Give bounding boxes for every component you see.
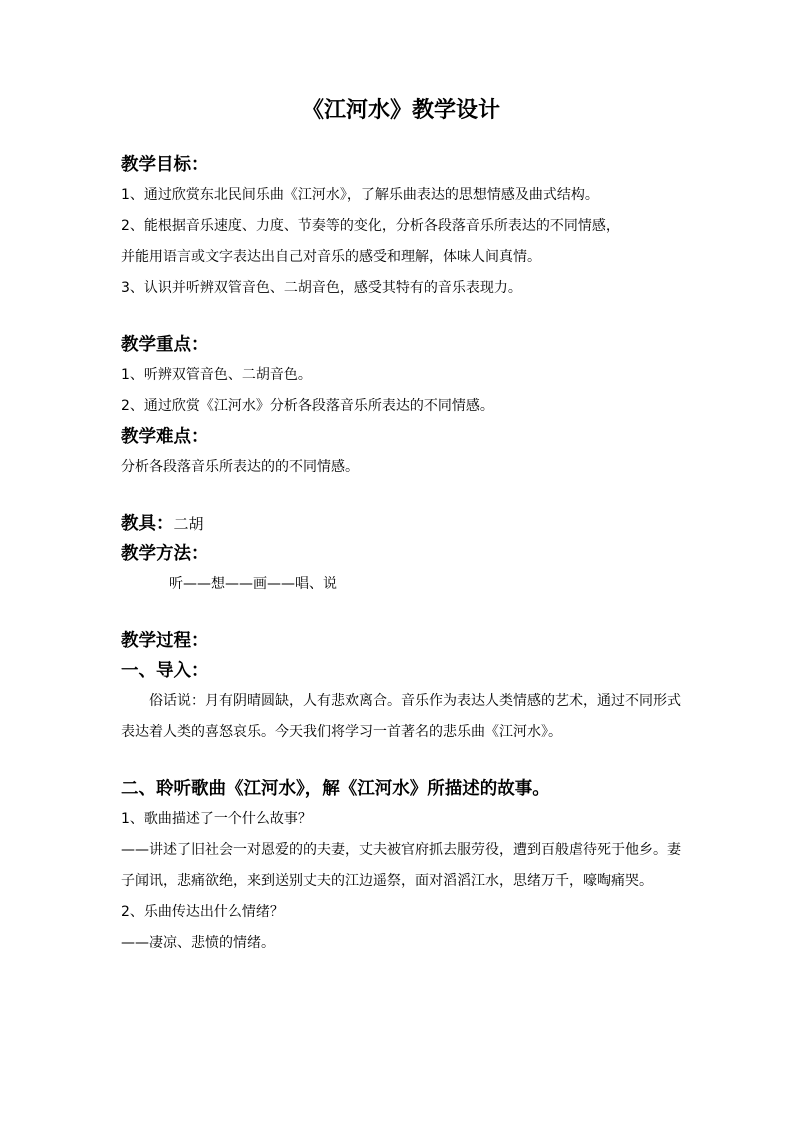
- question-item: 2、乐曲传达出什么情绪？: [121, 904, 284, 920]
- key-points-heading: 教学重点：: [121, 335, 209, 355]
- goal-item: 2、能根据音乐速度、力度、节奏等的变化，分析各段落音乐所表达的不同情感，: [121, 218, 620, 234]
- key-point-item: 1、听辨双管音色、二胡音色。: [121, 367, 312, 383]
- goal-item: 并能用语言或文字表达出自己对音乐的感受和理解，体味人间真情。: [121, 249, 541, 265]
- methods-heading: 教学方法：: [121, 544, 209, 564]
- goal-item: 1、通过欣赏东北民间乐曲《江河水》，了解乐曲表达的思想情感及曲式结构。: [121, 187, 599, 203]
- difficulty-item: 分析各段落音乐所表达的的不同情感。: [121, 459, 359, 475]
- goal-item: 3、认识并听辨双管音色、二胡音色，感受其特有的音乐表现力。: [121, 280, 522, 296]
- methods-value: 听——想——画——唱、说: [169, 576, 337, 592]
- intro-heading: 一、导入：: [121, 661, 209, 681]
- process-heading: 教学过程：: [121, 631, 209, 651]
- question-item: 1、歌曲描述了一个什么故事？: [121, 811, 312, 827]
- tools-heading: 教具：: [121, 514, 174, 534]
- difficulties-heading: 教学难点：: [121, 427, 209, 447]
- tools-line: [121, 509, 681, 539]
- key-point-item: 2、通过欣赏《江河水》分析各段落音乐所表达的不同情感。: [121, 398, 494, 414]
- intro-paragraph: 俗话说：月有阴晴圆缺，人有悲欢离合。音乐作为表达人类情感的艺术，通过不同形式表达着人类的喜怒哀乐。今天我们将学习一首著名的悲乐曲《江河水》。: [121, 693, 681, 740]
- document-body: [121, 90, 681, 959]
- answer-paragraph: ——讲述了旧社会一对恩爱的的夫妻，丈夫被官府抓去服劳役，遭到百般虐待死于他乡。妻子闻讯，悲痛欲绝，来到送别丈夫的江边遥祭，面对滔滔江水，思绪万千，嚎啕痛哭。: [121, 842, 681, 889]
- answer-paragraph: ——凄凉、悲愤的情绪。: [121, 935, 275, 951]
- goals-heading: 教学目标：: [121, 155, 209, 175]
- listen-heading: 二、聆听歌曲《江河水》，解《江河水》所描述的故事。: [121, 779, 550, 799]
- document-title: 《江河水》教学设计: [301, 97, 500, 123]
- tools-value: 二胡: [173, 515, 204, 533]
